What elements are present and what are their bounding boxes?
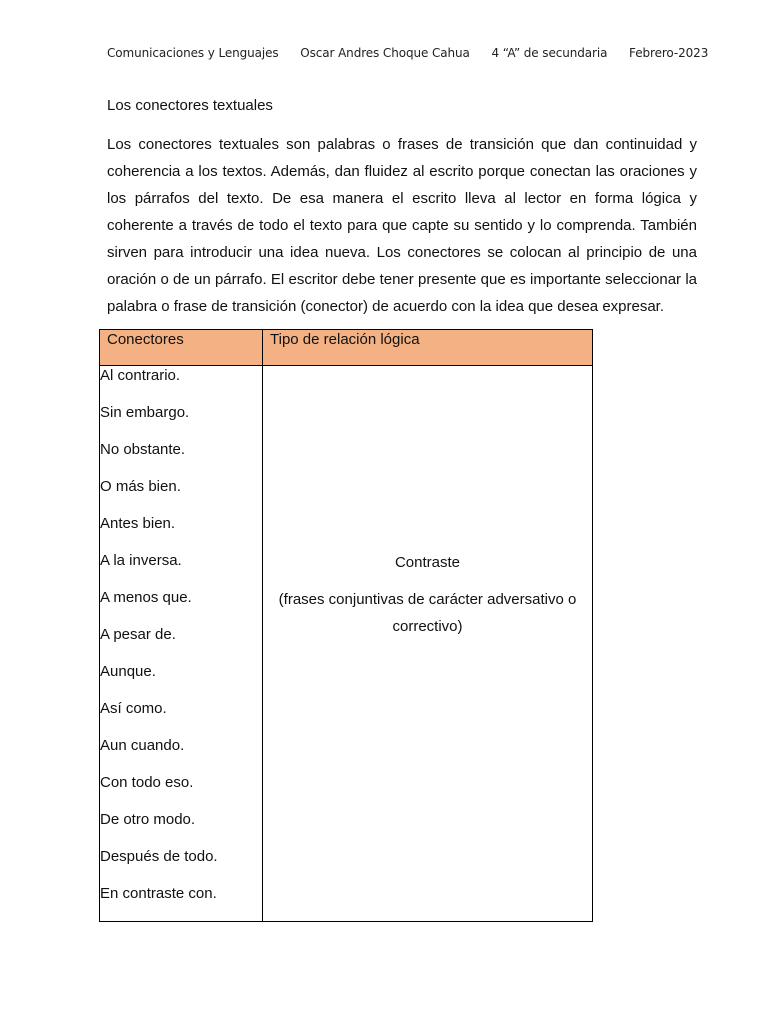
- list-item: A la inversa.: [100, 552, 182, 569]
- list-item: En contraste con.: [100, 885, 217, 902]
- intro-paragraph: Los conectores textuales son palabras o frases de transición que dan continuidad y coherencia a los textos. Además, dan fluidez al escrito porque conectan las oraciones y los párrafos del texto. De esa manera el escrito lleva al lector en forma lógica y coherente a través de todo el texto para que capte su sentido y lo comprenda. También sirven para introducir una idea nueva. Los conectores se colocan al principio de una oración o de un párrafo. El escritor debe tener presente que es importante seleccionar la palabra o frase de transición (conector) de acuerdo con la idea que desea expresar.: [107, 136, 697, 315]
- header-grade: 4 “A” de secundaria: [491, 46, 608, 60]
- table-header-row: [100, 330, 593, 366]
- list-item: No obstante.: [100, 441, 186, 458]
- column-header-connectors: Conectores: [100, 330, 263, 366]
- list-item: Aun cuando.: [100, 737, 185, 754]
- list-item: O más bien.: [100, 478, 181, 495]
- relation-cell: [263, 366, 593, 922]
- list-item: Sin embargo.: [100, 404, 190, 421]
- header-date: Febrero-2023: [629, 46, 709, 60]
- list-item: Aunque.: [100, 663, 156, 680]
- header-author: Oscar Andres Choque Cahua: [300, 46, 470, 60]
- table-row: [100, 366, 593, 922]
- relation-detail: (frases conjuntivas de carácter adversativo o correctivo): [278, 591, 577, 635]
- relation-description: [263, 549, 592, 640]
- section-title: Los conectores textuales: [107, 97, 273, 114]
- connectors-table: [99, 329, 593, 922]
- list-item: A menos que.: [100, 589, 192, 606]
- connectors-cell: [100, 366, 263, 922]
- list-item: Al contrario.: [100, 367, 181, 384]
- list-item: Antes bien.: [100, 515, 176, 532]
- list-item: Después de todo.: [100, 848, 218, 865]
- list-item: Con todo eso.: [100, 774, 194, 791]
- list-item: De otro modo.: [100, 811, 196, 828]
- connectors-list: [100, 366, 262, 921]
- relation-title: Contraste: [394, 554, 461, 571]
- document-header: [107, 46, 709, 60]
- list-item: A pesar de.: [100, 626, 176, 643]
- column-header-relation: Tipo de relación lógica: [263, 330, 593, 366]
- list-item: Así como.: [100, 700, 167, 717]
- header-subject: Comunicaciones y Lenguajes: [107, 46, 279, 60]
